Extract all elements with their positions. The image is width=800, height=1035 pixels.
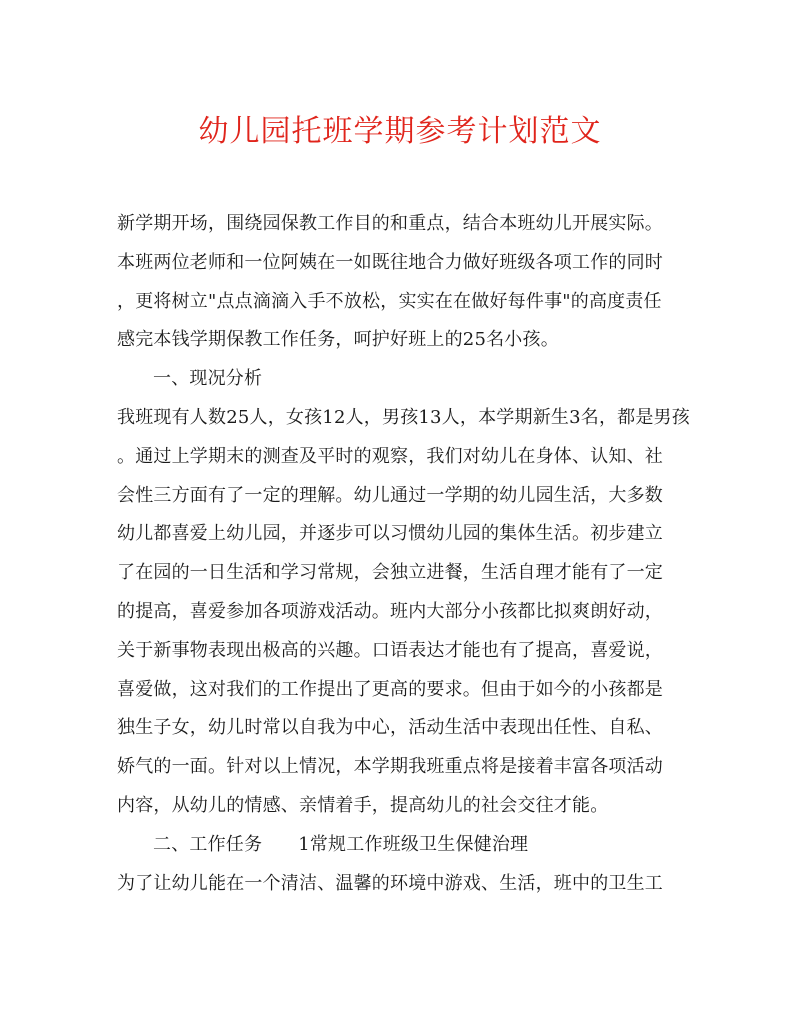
- section-heading-tasks-label: 二、工作任务: [153, 833, 263, 855]
- analysis-line-9: 独生子女，幼儿时常以自我为中心，活动生活中表现出任性、自私、: [117, 717, 663, 739]
- analysis-line-8: 喜爱做，这对我们的工作提出了更高的要求。但由于如今的小孩都是: [117, 678, 663, 700]
- analysis-line-5: 了在园的一日生活和学习常规，会独立进餐，生活自理才能有了一定: [117, 562, 663, 584]
- analysis-line-2: 。通过上学期末的测查及平时的观察，我们对幼儿在身体、认知、社: [117, 445, 663, 467]
- section-heading-tasks: [117, 826, 687, 865]
- intro-line-3: ，更将树立"点点滴滴入手不放松，实实在在做好每件事"的高度责任: [117, 290, 662, 312]
- analysis-line-6: 的提高，喜爱参加各项游戏活动。班内大部分小孩都比拟爽朗好动，: [117, 600, 663, 622]
- document-body: [117, 205, 690, 903]
- analysis-line-1: 我班现有人数25人，女孩12人，男孩13人，本学期新生3名，都是男孩: [117, 406, 690, 428]
- intro-line-4: 感完本钱学期保教工作任务，呵护好班上的25名小孩。: [117, 329, 559, 351]
- section-subheading-hygiene: 1常规工作班级卫生保健治理: [298, 833, 529, 855]
- document-title: 幼儿园托班学期参考计划范文: [198, 114, 602, 149]
- analysis-line-3: 会性三方面有了一定的理解。幼儿通过一学期的幼儿园生活，大多数: [117, 484, 663, 506]
- intro-line-1: 新学期开场，围绕园保教工作目的和重点，结合本班幼儿开展实际。: [117, 213, 663, 234]
- intro-line-2: 本班两位老师和一位阿姨在一如既往地合力做好班级各项工作的同时: [117, 251, 663, 273]
- analysis-line-4: 幼儿都喜爱上幼儿园，并逐步可以习惯幼儿园的集体生活。初步建立: [117, 523, 663, 545]
- section-heading-analysis: 一、现况分析: [153, 368, 263, 390]
- tasks-line-1: 为了让幼儿能在一个清洁、温馨的环境中游戏、生活，班中的卫生工: [117, 872, 663, 894]
- analysis-line-7: 关于新事物表现出极高的兴趣。口语表达才能也有了提高，喜爱说，: [117, 639, 663, 661]
- analysis-line-10: 娇气的一面。针对以上情况，本学期我班重点将是接着丰富各项活动: [117, 756, 663, 778]
- analysis-line-11: 内容，从幼儿的情感、亲情着手，提高幼儿的社会交往才能。: [117, 794, 609, 816]
